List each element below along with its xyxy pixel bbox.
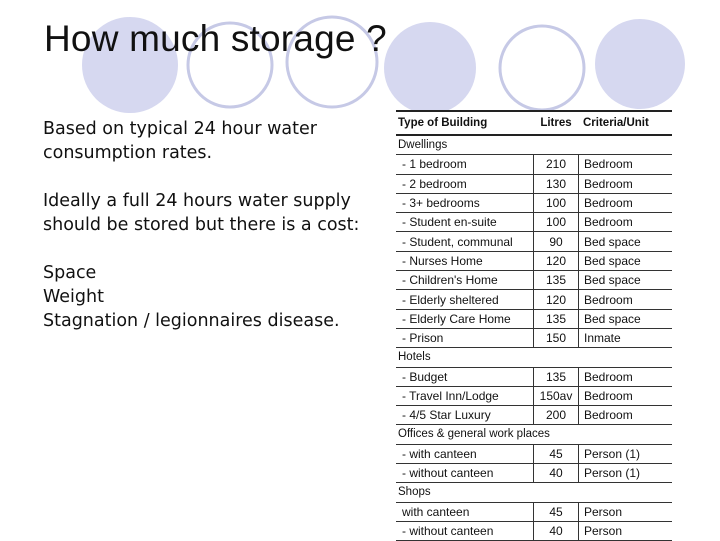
cell-litres: 40 xyxy=(534,464,579,482)
cost-item-stagnation: Stagnation / legionnaires disease. xyxy=(43,311,340,331)
cell-litres: 150 xyxy=(534,329,579,347)
cell-criteria: Person xyxy=(584,524,623,539)
table-row xyxy=(396,194,672,213)
cell-litres: 200 xyxy=(534,406,579,424)
cost-item-weight: Weight xyxy=(43,287,104,307)
cell-litres: 120 xyxy=(534,252,579,270)
header-criteria: Criteria/Unit xyxy=(583,117,649,129)
cell-type: - with canteen xyxy=(396,445,534,463)
cell-type: - without canteen xyxy=(396,522,534,540)
cell-litres: 100 xyxy=(534,213,579,231)
cell-type: - Nurses Home xyxy=(396,252,534,270)
cost-item-space: Space xyxy=(43,263,97,283)
cell-litres: 135 xyxy=(534,368,579,386)
cell-criteria: Bedroom xyxy=(584,408,633,423)
cell-type: - Budget xyxy=(396,368,534,386)
cell-criteria: Person (1) xyxy=(584,446,641,461)
table-row xyxy=(396,232,672,251)
cell-type: - Elderly Care Home xyxy=(396,310,534,328)
table-row xyxy=(396,368,672,387)
table-row xyxy=(396,290,672,309)
table-section-label: Dwellings xyxy=(396,136,672,155)
header-type: Type of Building xyxy=(398,117,488,129)
table-row xyxy=(396,155,672,174)
decorative-circle xyxy=(384,22,476,114)
cell-litres: 120 xyxy=(534,290,579,308)
table-row xyxy=(396,445,672,464)
body-paragraph-2: Ideally a full 24 hours water supply should be stored but there is a cost: xyxy=(43,191,360,235)
cell-criteria: Bed space xyxy=(584,234,641,249)
slide-title: How much storage ? xyxy=(44,18,387,59)
cell-criteria: Bedroom xyxy=(584,196,633,211)
cell-litres: 45 xyxy=(534,445,579,463)
table-section-label: Shops xyxy=(396,483,672,502)
table-row xyxy=(396,329,672,348)
table-row xyxy=(396,213,672,232)
cost-list xyxy=(43,261,363,333)
cell-criteria: Bedroom xyxy=(584,389,633,403)
cell-criteria: Bedroom xyxy=(584,292,633,307)
table-row xyxy=(396,503,672,522)
table-section-label: Offices & general work places xyxy=(396,425,672,444)
table-body xyxy=(396,136,672,541)
table-header xyxy=(396,110,672,136)
cell-criteria: Person (1) xyxy=(584,466,641,481)
cell-criteria: Bed space xyxy=(584,253,641,268)
cell-type: - Student en-suite xyxy=(396,213,534,231)
slide-body xyxy=(43,117,363,333)
cell-litres: 210 xyxy=(534,155,579,173)
cell-type: - Student, communal xyxy=(396,232,534,250)
cell-criteria: Bed space xyxy=(584,273,641,288)
cell-litres: 130 xyxy=(534,175,579,193)
cell-criteria: Bedroom xyxy=(584,369,633,384)
table-row xyxy=(396,271,672,290)
cell-criteria: Bedroom xyxy=(584,176,633,191)
cell-type: - 1 bedroom xyxy=(396,155,534,173)
cell-criteria: Bedroom xyxy=(584,215,633,230)
cell-litres: 135 xyxy=(534,310,579,328)
table-row xyxy=(396,522,672,541)
body-paragraph-1: Based on typical 24 hour water consumption rates. xyxy=(43,119,317,163)
table-row xyxy=(396,406,672,425)
cell-criteria: Bed space xyxy=(584,311,641,326)
decorative-circle xyxy=(595,19,685,109)
table-row xyxy=(396,175,672,194)
cell-litres: 100 xyxy=(534,194,579,212)
cell-litres: 90 xyxy=(534,232,579,250)
table-section-label: Hotels xyxy=(396,348,672,367)
cell-litres: 40 xyxy=(534,522,579,540)
cell-criteria: Person xyxy=(584,504,623,519)
cell-criteria: Inmate xyxy=(584,331,621,346)
cell-type: with canteen xyxy=(396,503,534,521)
cell-type: - 4/5 Star Luxury xyxy=(396,406,534,424)
table-row xyxy=(396,387,672,406)
cell-litres: 150av xyxy=(534,387,579,405)
decorative-circle xyxy=(500,26,584,110)
header-litres: Litres xyxy=(540,117,572,129)
table-row xyxy=(396,464,672,483)
cell-type: - Travel Inn/Lodge xyxy=(396,387,534,405)
cell-type: - without canteen xyxy=(396,464,534,482)
cell-type: - 2 bedroom xyxy=(396,175,534,193)
cell-type: - Elderly sheltered xyxy=(396,290,534,308)
cell-litres: 135 xyxy=(534,271,579,289)
cell-type: - 3+ bedrooms xyxy=(396,194,534,212)
cell-type: - Children's Home xyxy=(396,271,534,289)
table-row xyxy=(396,252,672,271)
table-row xyxy=(396,310,672,329)
cell-type: - Prison xyxy=(396,329,534,347)
cell-litres: 45 xyxy=(534,503,579,521)
cell-criteria: Bedroom xyxy=(584,157,633,172)
storage-table xyxy=(396,110,672,541)
